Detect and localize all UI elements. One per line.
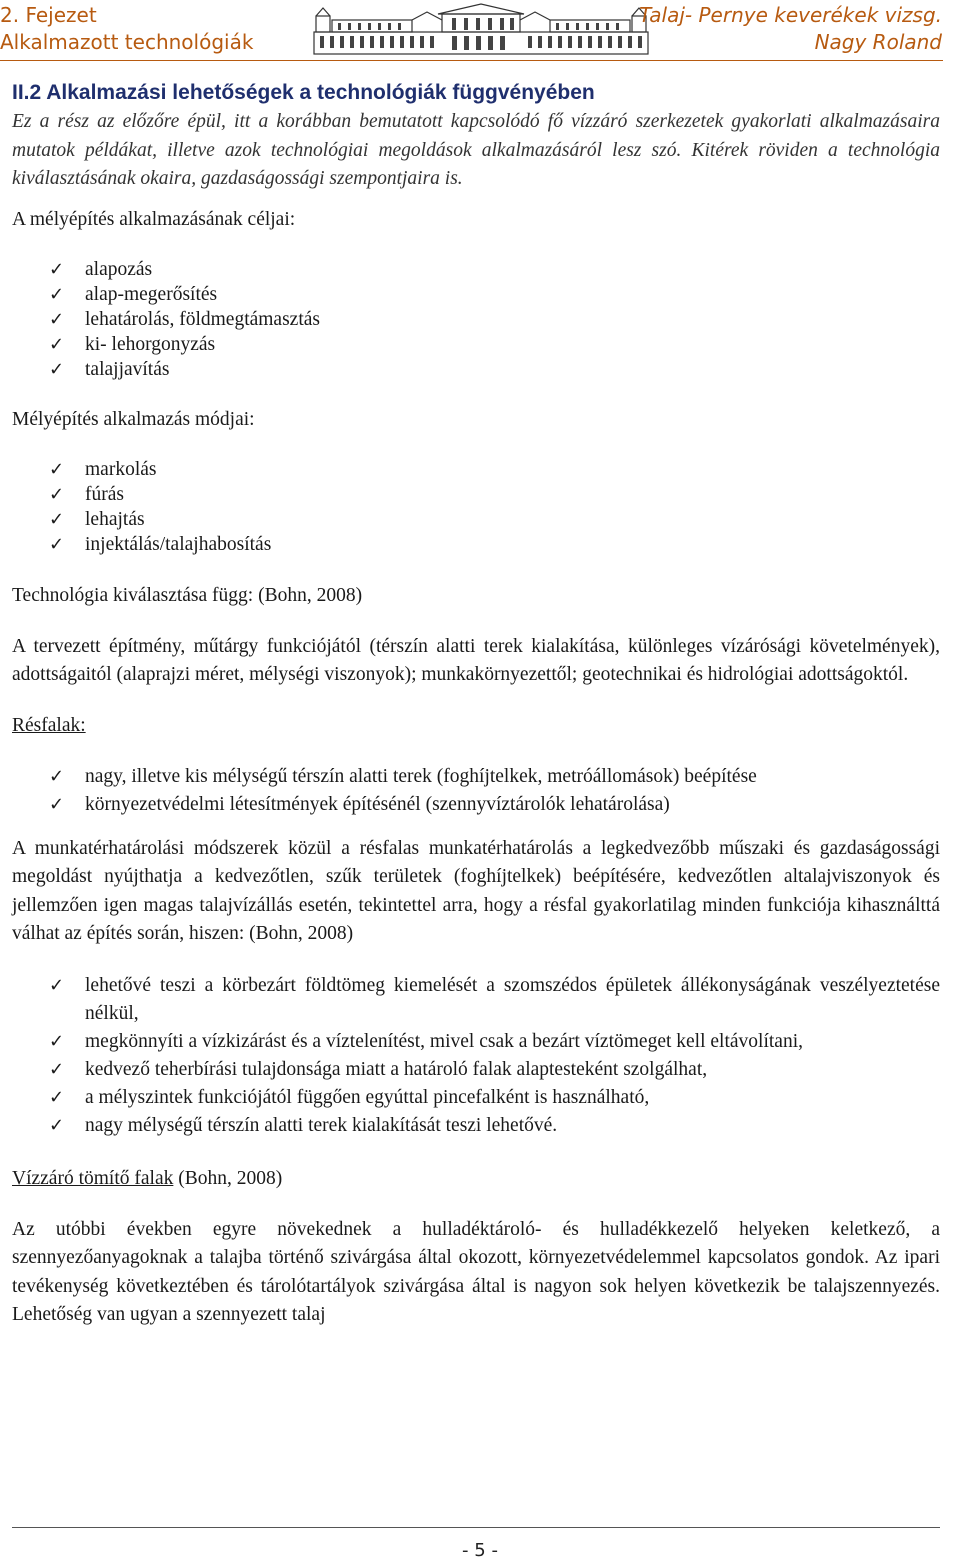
check-icon: ✓ [49,793,65,815]
check-icon: ✓ [49,283,65,305]
check-icon: ✓ [49,1114,65,1136]
list-item: ✓ alap-megerősítés [49,283,218,305]
list-item: ✓ lehatárolás, földmegtámasztás [49,308,320,330]
header-doc-title: Talaj- Pernye keverékek vizsg. [639,3,942,27]
list-item: ✓ a mélyszintek funkciójától függően egyúttal pincefalként is használható, [12,1084,940,1112]
page-number: - 5 - [462,1540,498,1561]
list-item: ✓ megkönnyíti a vízkizárást és a víztelenítést, mivel csak a bezárt víztömeget kell eltávolítani, [12,1028,940,1056]
tech-choice-paragraph: A tervezett építmény, műtárgy funkciójától (térszín alatti terek kialakítása, különleges vízárósági követelmények), adottságaitól (alaprajzi méret, mélységi viszonyok); munkakörnyezettől; geotechnikai és hidrológiai adottságoktól. [12,635,940,685]
resfalak-list [12,763,940,819]
check-icon: ✓ [49,974,65,996]
header-chapter-title: Alkalmazott technológiák [0,30,254,54]
resfalak-benefits-list [12,972,940,1140]
list-item: ✓ lehajtás [49,508,145,530]
check-icon: ✓ [49,1086,65,1108]
list-item: ✓ fúrás [49,483,124,505]
university-building-logo [312,2,650,56]
check-icon: ✓ [49,1030,65,1052]
resfalak-paragraph: A munkatérhatárolási módszerek közül a résfalas munkatérhatárolás a legkedvezőbb műszaki és gazdaságossági megoldást nyújthatja a kedvezőtlen, szűk területek (foghíjtelkek) beépítésére, kedvezőtlen altalajviszonyok és jellemzően igen magas talajvízállás esetén, tekintettel arra, hogy a résfal gyakorlatilag minden funkciója kihasználttá válhat az építés során, hiszen: (Bohn, 2008) [12,837,940,944]
check-icon: ✓ [49,333,65,355]
header-left [0,2,253,56]
list-item: ✓ ki- lehorgonyzás [49,333,216,355]
list-item: ✓ alapozás [49,258,153,280]
footer-divider [12,1527,940,1528]
header-right [639,2,942,56]
list-item: ✓ lehetővé teszi a körbezárt földtömeg kiemelését a szomszédos épületek állékonyságának veszélyeztetése nélkül, [12,972,940,1028]
goals-label: A mélyépítés alkalmazásának céljai: [12,208,296,230]
methods-list [12,457,940,557]
resfalak-heading: Résfalak: [12,714,86,736]
list-item: ✓ markolás [49,458,157,480]
vizzaro-paragraph: Az utóbbi években egyre növekednek a hulladéktároló- és hulladékkezelő helyeken keletkező, a szennyezőanyagoknak a talajba történő szivárgása által okozott, környezetvédelemmel kapcsolatos gondok. Az ipari tevékenység következtében és tárolótartályok szivárgása által is nagyon sok helyen következik be talajszennyezés. Lehetőség van ugyan a szennyezett talaj [12,1218,940,1325]
tech-choice-label: Technológia kiválasztása függ: (Bohn, 2008) [12,584,363,606]
header-author: Nagy Roland [814,30,942,54]
page-content [12,78,940,1330]
list-item: ✓ környezetvédelmi létesítmények építésénél (szennyvíztárolók lehatárolása) [12,791,940,819]
check-icon: ✓ [49,308,65,330]
list-item: ✓ kedvező teherbírási tulajdonsága miatt a határoló falak alaptesteként szolgálhat, [12,1056,940,1084]
header-divider [0,60,943,61]
check-icon: ✓ [49,358,65,380]
section-intro: Ez a rész az előzőre épül, itt a korábban bemutatott kapcsolódó fő vízzáró szerkezetek gyakorlati alkalmazásaira mutatok példákat, illetve azok technológiai megoldások alkalmazásáról lesz szó. Kitérek röviden a technológia kiválasztásának okaira, gazdaságossági szempontjaira is. [12,111,940,189]
list-item: ✓ nagy mélységű térszín alatti terek kialakítását teszi lehetővé. [12,1112,940,1140]
check-icon: ✓ [49,765,65,787]
check-icon: ✓ [49,508,65,530]
check-icon: ✓ [49,458,65,480]
methods-label: Mélyépítés alkalmazás módjai: [12,408,255,430]
page-header [0,0,960,60]
section-title: II.2 Alkalmazási lehetőségek a technológiák függvényében [12,81,595,104]
check-icon: ✓ [49,483,65,505]
check-icon: ✓ [49,1058,65,1080]
check-icon: ✓ [49,258,65,280]
vizzaro-heading: Vízzáró tömítő falak (Bohn, 2008) [12,1167,283,1189]
list-item: ✓ talajjavítás [49,358,170,380]
list-item: ✓ nagy, illetve kis mélységű térszín alatti terek (foghíjtelkek, metróállomások) beépítése [12,763,940,791]
header-chapter: 2. Fejezet [0,3,97,27]
check-icon: ✓ [49,533,65,555]
list-item: ✓ injektálás/talajhabosítás [49,533,272,555]
goals-list [12,257,940,382]
